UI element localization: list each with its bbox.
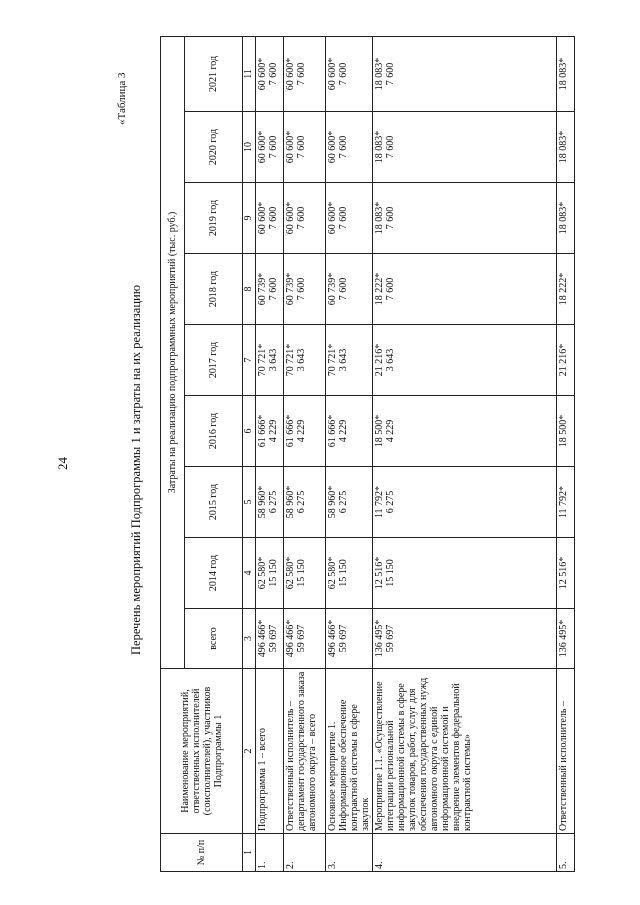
header-year-2018: 2018 год <box>185 254 243 325</box>
cost-cell <box>256 538 284 609</box>
cost-cell <box>373 609 557 669</box>
header-year-2021: 2021 год <box>185 36 243 111</box>
page-number: 24 <box>55 457 70 470</box>
cost-value-budget: 15 150 <box>268 559 279 587</box>
cost-value-budget: 4 229 <box>268 419 279 443</box>
cost-value-budget: 59 697 <box>296 624 307 653</box>
cost-value-budget: 3 643 <box>385 348 396 372</box>
cost-value-total: 60 600* <box>257 201 268 235</box>
cost-cell <box>557 112 575 183</box>
cost-value-total: 18 500* <box>374 414 385 448</box>
cost-value-total: 21 216* <box>558 343 569 377</box>
cost-cell <box>326 538 373 609</box>
cost-value-total: 62 580* <box>285 556 296 590</box>
header-year-2019: 2019 год <box>185 183 243 254</box>
table-row <box>373 36 557 871</box>
cost-cell <box>373 112 557 183</box>
cost-value-total: 18 083* <box>374 130 385 164</box>
cost-value-total: 18 083* <box>558 201 569 235</box>
cost-cell <box>256 183 284 254</box>
row-name: Ответственный исполнитель – <box>557 669 575 834</box>
cost-value-budget: 7 600 <box>296 62 307 86</box>
cost-cell <box>373 538 557 609</box>
cost-cell <box>284 325 326 396</box>
cost-value-total: 21 216* <box>374 343 385 377</box>
cost-cell <box>373 36 557 111</box>
column-index: 4 <box>243 538 256 609</box>
cost-value-total: 60 600* <box>285 201 296 235</box>
cost-value-total: 60 739* <box>285 272 296 306</box>
cost-cell <box>373 183 557 254</box>
row-name: Мероприятие 1.1. «Осуществление интеграции региональной информационной системы в сфере закупок товаров, работ, услуг для обеспечения государственных нужд автономного округа с единой информационной системой и внедрение элементов федеральной контрактной системы» <box>373 669 557 834</box>
header-year-2014: 2014 год <box>185 538 243 609</box>
row-number: 2. <box>284 834 326 872</box>
cost-value-budget: 7 600 <box>338 135 349 159</box>
cost-cell <box>284 183 326 254</box>
cost-value-total: 496 466* <box>285 619 296 658</box>
cost-value-budget: 59 697 <box>338 624 349 653</box>
cost-cell <box>256 609 284 669</box>
row-number: 3. <box>326 834 373 872</box>
cost-cell <box>326 325 373 396</box>
cost-value-budget: 7 600 <box>296 206 307 230</box>
row-number: 1. <box>256 834 284 872</box>
cost-cell <box>326 36 373 111</box>
cost-value-budget: 6 275 <box>385 490 396 514</box>
cost-value-budget: 6 275 <box>268 490 279 514</box>
cost-value-total: 60 600* <box>327 201 338 235</box>
cost-value-budget: 4 229 <box>338 419 349 443</box>
cost-value-budget: 7 600 <box>385 206 396 230</box>
cost-value-budget: 4 229 <box>385 419 396 443</box>
column-index: 3 <box>243 609 256 669</box>
cost-value-budget: 15 150 <box>296 559 307 587</box>
header-num: № п/п <box>161 834 243 872</box>
cost-cell <box>256 36 284 111</box>
table-title: Перечень мероприятий Подпрограммы 1 и затраты на их реализацию <box>129 284 143 655</box>
cost-value-total: 18 083* <box>374 57 385 91</box>
cost-cell <box>326 183 373 254</box>
cost-value-total: 136 495* <box>558 619 569 658</box>
cost-value-total: 70 721* <box>327 343 338 377</box>
header-year-2015: 2015 год <box>185 467 243 538</box>
cost-value-total: 60 600* <box>285 130 296 164</box>
cost-value-total: 18 500* <box>558 414 569 448</box>
cost-value-total: 62 580* <box>327 556 338 590</box>
cost-value-total: 18 083* <box>558 130 569 164</box>
cost-value-total: 12 516* <box>374 556 385 590</box>
cost-cell <box>557 396 575 467</box>
cost-value-total: 60 739* <box>257 272 268 306</box>
cost-value-total: 62 580* <box>257 556 268 590</box>
header-costs: Затраты на реализацию подпрограммных мероприятий (тыс. руб.) <box>161 36 185 668</box>
table-row <box>557 36 575 871</box>
cost-value-budget: 6 275 <box>338 490 349 514</box>
cost-value-total: 12 516* <box>558 556 569 590</box>
cost-value-budget: 6 275 <box>296 490 307 514</box>
cost-cell <box>256 467 284 538</box>
column-index: 8 <box>243 254 256 325</box>
cost-value-budget: 7 600 <box>268 135 279 159</box>
cost-cell <box>557 254 575 325</box>
cost-cell <box>326 396 373 467</box>
cost-cell <box>284 609 326 669</box>
cost-cell <box>256 396 284 467</box>
cost-value-total: 18 222* <box>374 272 385 306</box>
cost-value-budget: 59 697 <box>268 624 279 653</box>
row-name: Подпрограмма 1 – всего <box>256 669 284 834</box>
cost-cell <box>284 254 326 325</box>
table-row <box>326 36 373 871</box>
cost-cell <box>373 396 557 467</box>
cost-value-total: 18 222* <box>558 272 569 306</box>
header-total: всего <box>185 609 243 669</box>
cost-value-budget: 7 600 <box>338 62 349 86</box>
cost-value-budget: 7 600 <box>385 135 396 159</box>
cost-value-budget: 3 643 <box>268 348 279 372</box>
cost-value-total: 58 960* <box>327 485 338 519</box>
cost-cell <box>284 36 326 111</box>
cost-cell <box>373 325 557 396</box>
row-name: Ответственный исполнитель – департамент государственного заказа автономного округа – всего <box>284 669 326 834</box>
cost-value-total: 11 792* <box>558 485 569 519</box>
column-index: 11 <box>243 36 256 111</box>
cost-value-budget: 7 600 <box>338 206 349 230</box>
cost-cell <box>373 254 557 325</box>
cost-value-budget: 7 600 <box>385 62 396 86</box>
cost-value-total: 496 466* <box>257 619 268 658</box>
cost-cell <box>373 467 557 538</box>
table-label: «Таблица 3 <box>116 72 128 125</box>
cost-value-total: 60 600* <box>327 130 338 164</box>
costs-table <box>160 36 575 872</box>
cost-value-total: 58 960* <box>257 485 268 519</box>
cost-value-budget: 4 229 <box>296 419 307 443</box>
cost-cell <box>557 36 575 111</box>
cost-value-total: 11 792* <box>374 485 385 519</box>
table-body <box>256 36 575 871</box>
cost-value-budget: 15 150 <box>338 559 349 587</box>
header-name: Наименование мероприятий, ответственных исполнителей (соисполнителей), участников Подпрограммы 1 <box>161 669 243 834</box>
cost-cell <box>326 112 373 183</box>
cost-value-budget: 15 150 <box>385 559 396 587</box>
cost-cell <box>284 396 326 467</box>
row-number: 4. <box>373 834 557 872</box>
cost-cell <box>284 112 326 183</box>
column-index: 5 <box>243 467 256 538</box>
cost-cell <box>256 112 284 183</box>
cost-cell <box>557 183 575 254</box>
cost-cell <box>557 325 575 396</box>
cost-value-total: 61 666* <box>327 414 338 448</box>
table-row <box>284 36 326 871</box>
header-year-2020: 2020 год <box>185 112 243 183</box>
cost-cell <box>256 325 284 396</box>
cost-cell <box>557 609 575 669</box>
cost-cell <box>256 254 284 325</box>
cost-value-budget: 7 600 <box>268 206 279 230</box>
column-index: 10 <box>243 112 256 183</box>
header-year-2017: 2017 год <box>185 325 243 396</box>
column-index: 1 <box>243 834 256 872</box>
cost-value-total: 70 721* <box>285 343 296 377</box>
cost-cell <box>326 254 373 325</box>
column-index: 7 <box>243 325 256 396</box>
cost-value-budget: 7 600 <box>385 277 396 301</box>
row-number: 5. <box>557 834 575 872</box>
cost-cell <box>326 609 373 669</box>
cost-cell <box>284 538 326 609</box>
cost-value-budget: 7 600 <box>296 135 307 159</box>
column-index-row <box>243 36 256 871</box>
cost-value-total: 60 600* <box>257 130 268 164</box>
header-year-2016: 2016 год <box>185 396 243 467</box>
cost-value-budget: 7 600 <box>296 277 307 301</box>
cost-value-total: 136 495* <box>374 619 385 658</box>
cost-value-total: 61 666* <box>257 414 268 448</box>
cost-cell <box>557 538 575 609</box>
row-name: Основное мероприятие 1. Информационное обеспечение контрактной системы в сфере закупок <box>326 669 373 834</box>
cost-value-total: 60 739* <box>327 272 338 306</box>
table-row <box>256 36 284 871</box>
cost-value-total: 60 600* <box>285 57 296 91</box>
cost-cell <box>557 467 575 538</box>
cost-value-total: 60 600* <box>257 57 268 91</box>
column-index: 2 <box>243 669 256 834</box>
cost-value-total: 496 466* <box>327 619 338 658</box>
cost-cell <box>326 467 373 538</box>
cost-value-budget: 3 643 <box>296 348 307 372</box>
cost-cell <box>284 467 326 538</box>
costs-table-wrapper <box>160 37 575 872</box>
cost-value-budget: 7 600 <box>268 62 279 86</box>
cost-value-total: 60 600* <box>327 57 338 91</box>
column-index: 9 <box>243 183 256 254</box>
cost-value-total: 58 960* <box>285 485 296 519</box>
cost-value-total: 18 083* <box>558 57 569 91</box>
cost-value-total: 18 083* <box>374 201 385 235</box>
column-index: 6 <box>243 396 256 467</box>
cost-value-budget: 3 643 <box>338 348 349 372</box>
cost-value-budget: 7 600 <box>268 277 279 301</box>
cost-value-total: 70 721* <box>257 343 268 377</box>
cost-value-total: 61 666* <box>285 414 296 448</box>
cost-value-budget: 7 600 <box>338 277 349 301</box>
cost-value-budget: 59 697 <box>385 624 396 653</box>
